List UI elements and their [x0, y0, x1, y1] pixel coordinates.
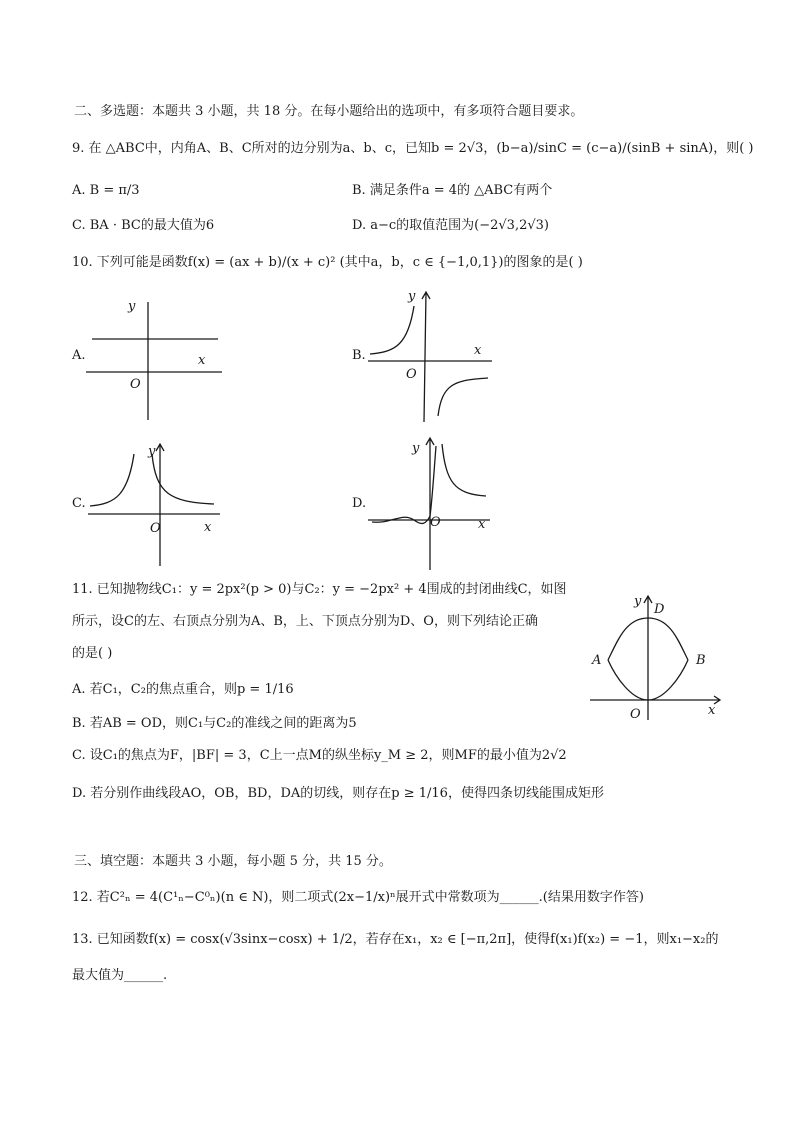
q11-fig-a-label: A: [592, 653, 602, 668]
q10-graph-d: [366, 432, 496, 572]
q11-fig-x-label: x: [708, 703, 716, 718]
q10-c-x-label: x: [204, 520, 212, 535]
q10-graph-b: [366, 286, 496, 426]
q11-fig-y-label: y: [634, 594, 642, 609]
q10-c-origin-label: O: [150, 521, 161, 536]
q10-stem: 10. 下列可能是函数f(x) = (ax + b)/(x + c)² (其中a，b，c ∈ {−1,0,1})的图象的是( ): [72, 255, 583, 270]
q10-label-d: D.: [352, 496, 367, 511]
q10-a-y-label: y: [128, 299, 136, 314]
q10-d-x-label: x: [478, 517, 486, 532]
q9-option-d: D. a−c的取值范围为(−2√3,2√3): [352, 218, 549, 233]
q10-b-origin-label: O: [406, 367, 417, 382]
q9-stem: 9. 在 △ABC中，内角A、B、C所对的边分别为a、b、c，已知b = 2√3，(b−a)/sinC = (c−a)/(sinB + sinA)，则( ): [72, 141, 754, 156]
q11-closed-curve-figure: [586, 588, 726, 724]
q11-fig-origin-label: O: [630, 707, 641, 722]
q11-option-c: C. 设C₁的焦点为F，|BF| = 3，C上一点M的纵坐标y_M ≥ 2，则MF的最小值为2√2: [72, 748, 567, 763]
section-header-multiple-choice: 二、多选题：本题共 3 小题，共 18 分。在每小题给出的选项中，有多项符合题目要求。: [74, 104, 584, 119]
q13-stem-line1: 13. 已知函数f(x) = cosx(√3sinx−cosx) + 1/2，若存在x₁，x₂ ∈ [−π,2π]，使得f(x₁)f(x₂) = −1，则x₁−x₂的: [72, 932, 719, 947]
q10-d-origin-label: O: [430, 515, 441, 530]
q10-b-x-label: x: [474, 343, 482, 358]
q10-b-y-label: y: [408, 289, 416, 304]
q10-graph-a: [86, 294, 226, 424]
q13-stem-line2: 最大值为______.: [72, 968, 168, 983]
section-header-fill-in: 三、填空题：本题共 3 小题，每小题 5 分，共 15 分。: [74, 854, 392, 869]
q10-c-y-label: y: [148, 444, 156, 459]
q10-label-c: C.: [72, 496, 86, 511]
q10-a-origin-label: O: [130, 377, 141, 392]
q10-label-a: A.: [72, 348, 86, 363]
q11-option-d: D. 若分别作曲线段AO，OB，BD，DA的切线，则存在p ≥ 1/16，使得四条切线能围成矩形: [72, 786, 604, 801]
q11-stem-line2: 所示，设C的左、右顶点分别为A、B，上、下顶点分别为D、O，则下列结论正确: [72, 614, 538, 629]
q10-a-x-label: x: [198, 353, 206, 368]
q10-label-b: B.: [352, 348, 366, 363]
q11-fig-d-label: D: [654, 602, 665, 617]
q11-stem-line1: 11. 已知抛物线C₁：y = 2px²(p > 0)与C₂：y = −2px² + 4围成的封闭曲线C，如图: [72, 582, 567, 597]
q11-option-a: A. 若C₁，C₂的焦点重合，则p = 1/16: [72, 682, 294, 697]
q10-graph-c: [86, 438, 226, 568]
q10-d-y-label: y: [412, 441, 420, 456]
q12-stem: 12. 若C²ₙ = 4(C¹ₙ−C⁰ₙ)(n ∈ N)，则二项式(2x−1/x)ⁿ展开式中常数项为______.(结果用数字作答): [72, 890, 644, 905]
q11-stem-line3: 的是( ): [72, 646, 113, 661]
q11-option-b: B. 若AB = OD，则C₁与C₂的准线之间的距离为5: [72, 716, 357, 731]
q11-fig-b-label: B: [696, 653, 706, 668]
q9-option-b: B. 满足条件a = 4的 △ABC有两个: [352, 183, 553, 198]
q9-option-a: A. B = π/3: [72, 183, 140, 198]
q9-option-c: C. BA · BC的最大值为6: [72, 218, 215, 233]
